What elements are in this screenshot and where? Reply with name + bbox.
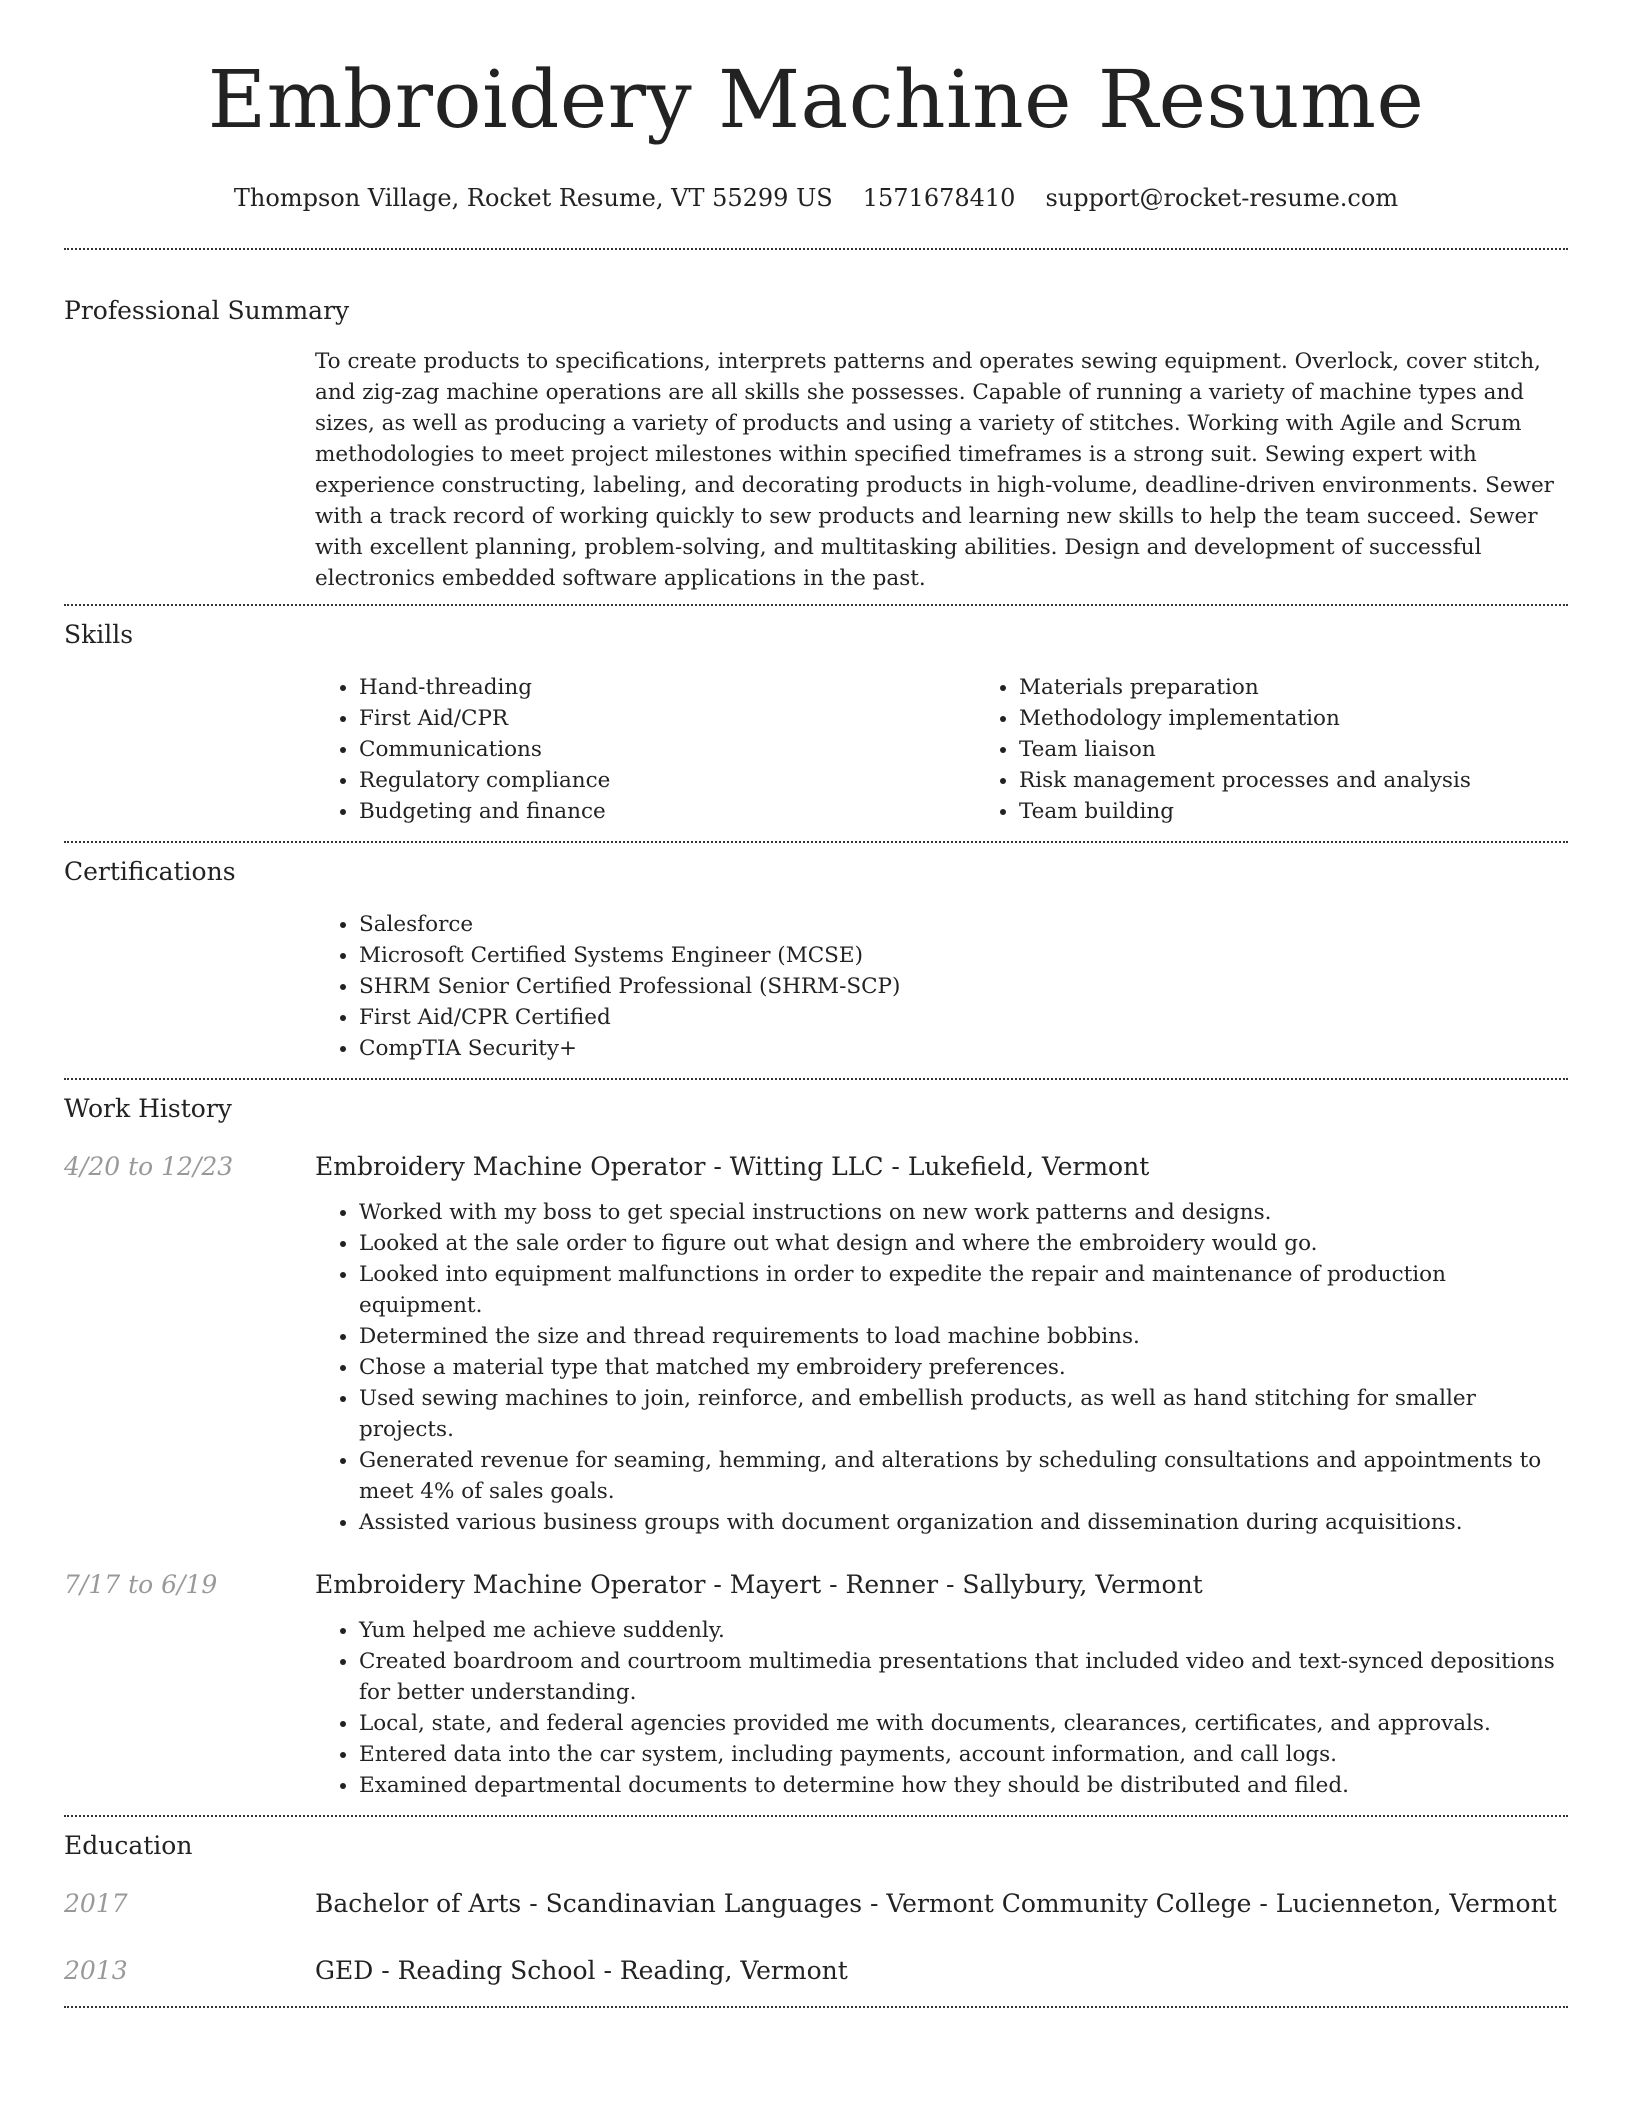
job-bullet: • Worked with my boss to get special instructions on new work patterns and designs. — [359, 1197, 1568, 1228]
resume-title: Embroidery Machine Resume — [207, 53, 1425, 146]
skills-list-left — [315, 672, 975, 827]
work-section — [64, 1092, 1568, 1801]
certifications-list — [315, 909, 1568, 1064]
skill-item: • Team building — [1019, 796, 1632, 827]
divider — [64, 1078, 1568, 1080]
job-dates: 4/20 to 12/23 — [64, 1152, 234, 1181]
skill-item: • Budgeting and finance — [359, 796, 975, 827]
job-title: Embroidery Machine Operator - Witting LLC - Lukefield, Vermont — [315, 1152, 1150, 1181]
skill-item: • Regulatory compliance — [359, 765, 975, 796]
education-entry — [64, 1887, 1568, 1921]
job-bullet: • Looked into equipment malfunctions in order to expedite the repair and maintenance of production equipment. — [359, 1259, 1568, 1321]
skills-list-right — [975, 672, 1632, 827]
job-bullet: • Local, state, and federal agencies provided me with documents, clearances, certificates, and approvals. — [359, 1708, 1568, 1739]
contact-line — [64, 182, 1568, 214]
skills-columns — [315, 672, 1568, 827]
job-bullet: • Generated revenue for seaming, hemming, and alterations by scheduling consultations and appointments to meet 4% of sales goals. — [359, 1445, 1568, 1507]
summary-heading: Professional Summary — [64, 296, 350, 325]
job-bullet: • Assisted various business groups with document organization and dissemination during acquisitions. — [359, 1507, 1568, 1538]
summary-text: To create products to specifications, interprets patterns and operates sewing equipment. Overlock, cover stitch, and zig-zag machine operations are all skills she possesses. Capable of running a variety of machine types and sizes, as well as producing a variety of products and using a variety of stitches. Working with Agile and Scrum methodologies to meet project milestones within specified timeframes is a strong suit. Sewing expert with experience constructing, labeling, and decorating products in high-volume, deadline-driven environments. Sewer with a track record of working quickly to sew products and learning new skills to help the team succeed. Sewer with excellent planning, problem-solving, and multitasking abilities. Design and development of successful electronics embedded software applications in the past. — [315, 349, 1554, 591]
skill-item: • Team liaison — [1019, 734, 1632, 765]
job-bullet: • Looked at the sale order to figure out what design and where the embroidery would go. — [359, 1228, 1568, 1259]
certification-item: • Microsoft Certified Systems Engineer (MCSE) — [359, 940, 1568, 971]
education-entry — [64, 1954, 1568, 1988]
job-bullet: • Determined the size and thread requirements to load machine bobbins. — [359, 1321, 1568, 1352]
skill-item: • Methodology implementation — [1019, 703, 1632, 734]
certifications-section — [64, 855, 1568, 1064]
job-body — [315, 1615, 1568, 1801]
skill-item: • Materials preparation — [1019, 672, 1632, 703]
contact-phone: 1571678410 — [862, 184, 1016, 212]
job-title: Embroidery Machine Operator - Mayert - Renner - Sallybury, Vermont — [315, 1570, 1203, 1599]
job-header — [64, 1568, 1568, 1602]
job-bullet: • Used sewing machines to join, reinforce, and embellish products, as well as hand stitching for smaller projects. — [359, 1383, 1568, 1445]
resume-header — [64, 0, 1568, 214]
job-bullets — [315, 1197, 1568, 1538]
job-bullet: • Examined departmental documents to determine how they should be distributed and filed. — [359, 1770, 1568, 1801]
job-entry — [64, 1568, 1568, 1801]
skill-item: • Risk management processes and analysis — [1019, 765, 1632, 796]
divider — [64, 1815, 1568, 1817]
certification-item: • First Aid/CPR Certified — [359, 1002, 1568, 1033]
certifications-heading: Certifications — [64, 857, 236, 886]
education-detail: GED - Reading School - Reading, Vermont — [315, 1956, 848, 1985]
work-heading: Work History — [64, 1094, 232, 1123]
summary-section — [64, 294, 1568, 594]
education-year: 2013 — [64, 1956, 128, 1985]
skills-section — [64, 618, 1568, 827]
job-bullet: • Entered data into the car system, including payments, account information, and call logs. — [359, 1739, 1568, 1770]
education-section — [64, 1829, 1568, 1988]
education-year: 2017 — [64, 1889, 128, 1918]
contact-email[interactable]: support@rocket-resume.com — [1045, 184, 1399, 212]
job-body — [315, 1197, 1568, 1538]
skill-item: • First Aid/CPR — [359, 703, 975, 734]
certifications-body — [315, 909, 1568, 1064]
job-bullet: • Chose a material type that matched my embroidery preferences. — [359, 1352, 1568, 1383]
divider — [64, 604, 1568, 606]
education-heading: Education — [64, 1831, 193, 1860]
skill-item: • Hand-threading — [359, 672, 975, 703]
skills-heading: Skills — [64, 620, 134, 649]
summary-body — [315, 346, 1568, 594]
job-bullet: • Yum helped me achieve suddenly. — [359, 1615, 1568, 1646]
certification-item: • SHRM Senior Certified Professional (SHRM-SCP) — [359, 971, 1568, 1002]
job-bullet: • Created boardroom and courtroom multimedia presentations that included video and text-synced depositions for better understanding. — [359, 1646, 1568, 1708]
job-entry — [64, 1150, 1568, 1538]
job-bullets — [315, 1615, 1568, 1801]
job-dates: 7/17 to 6/19 — [64, 1570, 218, 1599]
divider — [64, 248, 1568, 250]
job-header — [64, 1150, 1568, 1184]
divider — [64, 841, 1568, 843]
certification-item: • Salesforce — [359, 909, 1568, 940]
education-detail: Bachelor of Arts - Scandinavian Languages - Vermont Community College - Lucienneton, Vermont — [315, 1889, 1557, 1918]
certification-item: • CompTIA Security+ — [359, 1033, 1568, 1064]
divider — [64, 2006, 1568, 2008]
skill-item: • Communications — [359, 734, 975, 765]
contact-address: Thompson Village, Rocket Resume, VT 55299 US — [233, 184, 833, 212]
